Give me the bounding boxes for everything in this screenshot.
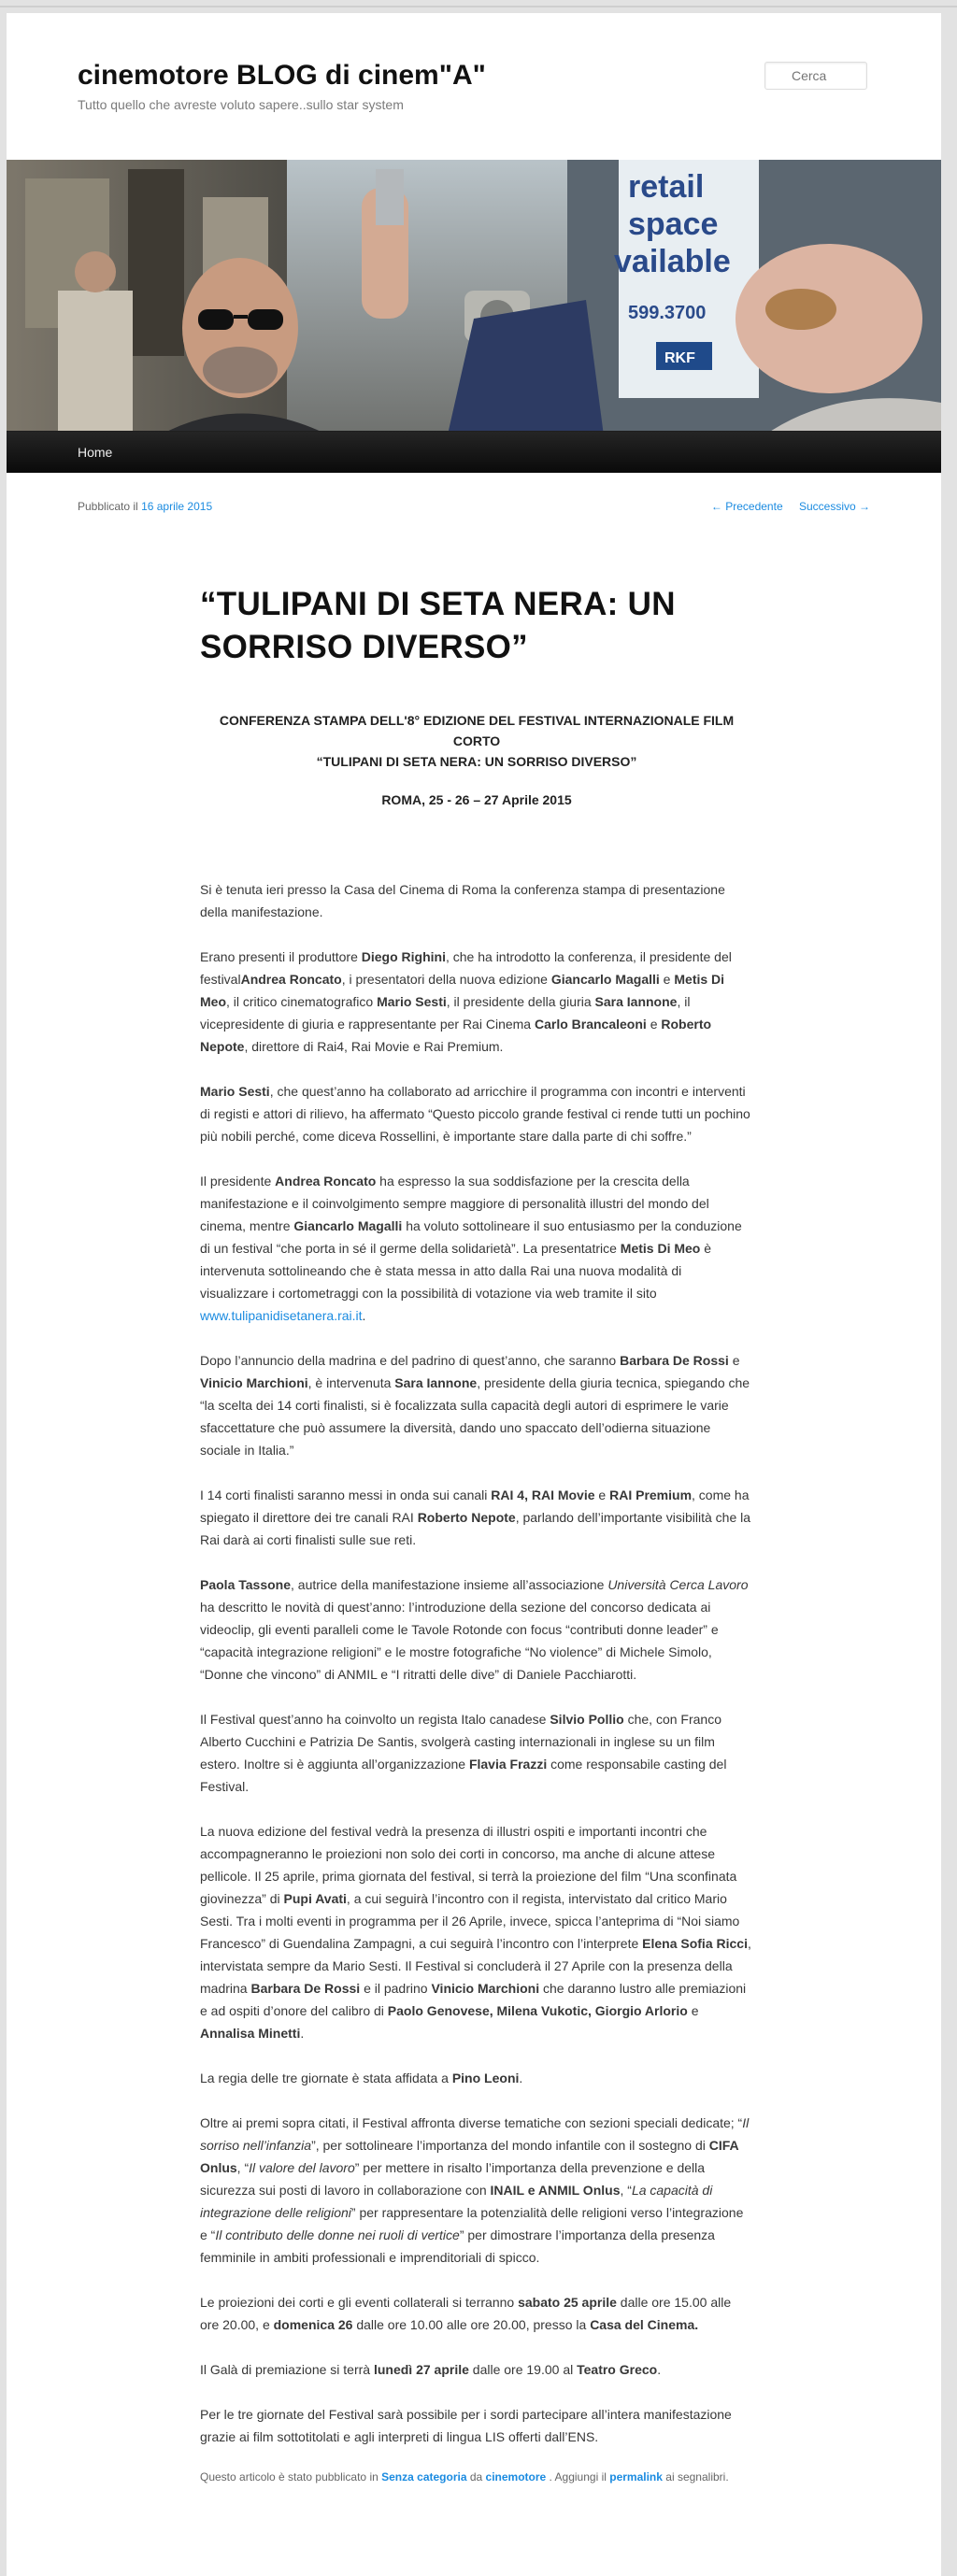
post-date-link[interactable]: 16 aprile 2015 — [141, 500, 213, 513]
text-run: e — [687, 2003, 699, 2018]
text-run: Elena Sofia Ricci — [642, 1936, 748, 1951]
dateline: ROMA, 25 - 26 – 27 Aprile 2015 — [381, 792, 572, 807]
text-run: che daranno lustro alle premiazioni e ad ospiti d’onore del calibro di — [200, 1981, 747, 2018]
paragraph — [200, 2112, 753, 2269]
text-run: Il sorriso nell’infanzia — [200, 2115, 750, 2153]
text-run: e — [728, 1353, 740, 1368]
text-run: Le proiezioni dei corti e gli eventi collaterali si terranno — [200, 2295, 519, 2310]
text-run: , parlando dell’importante visibilità che la Rai darà ai corti finalisti sulle sue reti. — [200, 1510, 751, 1547]
text-run: Annalisa Minetti — [200, 2026, 301, 2041]
text-run: Giancarlo Magalli — [550, 972, 660, 987]
text-run: ha descritto le novità di quest’anno: l’introduzione della sezione del concorso dedicata ai videoclip, gli eventi paralleli come le Tavole Rotonde con focus “contributi donne leader” e “capacità integrazione religioni” e le mostre fotografiche “No violence” di Michele Simolo, “Donne che vincono” di ANMIL e “I ritratti delle dive” di Daniele Pacchiarotti. — [200, 1600, 719, 1682]
header-image — [7, 160, 941, 443]
text-run: RAI Premium — [609, 1487, 693, 1502]
text-run: Il presidente — [200, 1174, 276, 1188]
text-run: , “ — [236, 2160, 250, 2175]
text-run: Paolo Genovese, Milena Vukotic, Giorgio Arlorio — [387, 2003, 688, 2018]
text-run: Questo articolo è stato pubblicato in — [200, 2470, 382, 2483]
text-run: lunedì 27 aprile — [373, 2362, 469, 2377]
search-input[interactable] — [764, 62, 867, 90]
header-photo — [7, 160, 941, 443]
post-meta — [78, 500, 212, 513]
text-run: Sara Iannone — [594, 994, 678, 1009]
text-run: Il Festival quest’anno ha coinvolto un regista Italo canadese — [200, 1712, 550, 1727]
paragraph: Si è tenuta ieri presso la Casa del Cinema di Roma la conferenza stampa di presentazione della manifestazione. — [200, 882, 725, 919]
text-run: , come ha spiegato il direttore dei tre canali RAI — [200, 1487, 750, 1525]
sign-text-space: space — [628, 206, 719, 242]
text-run: , il critico cinematografico — [226, 994, 378, 1009]
text-run: Carlo Brancaleoni — [534, 1017, 647, 1032]
text-run: CIFA Onlus — [200, 2138, 739, 2175]
paragraph — [200, 1484, 753, 1551]
paragraph — [200, 1708, 753, 1798]
sign-text-available: vailable — [614, 244, 731, 279]
text-run: Barbara De Rossi — [620, 1353, 729, 1368]
text-run: La regia delle tre giornate è stata affidata a — [200, 2071, 452, 2085]
text-run: RAI 4, RAI Movie — [491, 1487, 595, 1502]
text-run: ai segnalibri. — [662, 2470, 729, 2483]
text-run: Erano presenti il produttore — [200, 949, 362, 964]
text-run: , il presidente della giuria — [446, 994, 595, 1009]
text-run: Vinicio Marchioni — [431, 1981, 540, 1996]
sign-text-retail: retail — [628, 169, 705, 205]
sign-text-phone: 599.3700 — [628, 303, 707, 323]
text-run: e il padrino — [360, 1981, 432, 1996]
paragraph — [200, 2358, 753, 2381]
paragraph: Per le tre giornate del Festival sarà possibile per i sordi partecipare all’intera manifestazione grazie ai film sottotitolati e agli interpreti di lingua LIS offerti dall’ENS. — [200, 2407, 732, 2444]
text-run: e — [646, 1017, 662, 1032]
next-post-link[interactable]: Successivo → — [798, 500, 870, 513]
text-run: e — [659, 972, 675, 987]
text-run: , il vicepresidente di giuria e rappresentante per Rai Cinema — [200, 994, 691, 1032]
text-run: Mario Sesti — [200, 1084, 270, 1099]
text-run: e — [594, 1487, 610, 1502]
site-description: Tutto quello che avreste voluto sapere..sullo star system — [78, 97, 404, 112]
text-run: , che quest’anno ha collaborato ad arricchire il programma con incontri e interventi di registi e attori di rilievo, ha affermato “Questo piccolo grande festival ci rende tutti un pochino più nobili perché, come diceva Rossellini, è importante stare dalla parte di chi soffre.” — [200, 1084, 750, 1144]
text-run: domenica 26 — [273, 2317, 353, 2332]
paragraph — [200, 1080, 753, 1147]
paragraph — [200, 2067, 753, 2089]
paragraph — [200, 1349, 753, 1461]
category-link[interactable]: Senza categoria — [381, 2470, 467, 2483]
text-run: , che ha introdotto la conferenza, il presidente del festival — [200, 949, 732, 987]
text-run: come responsabile casting del Festival. — [200, 1757, 727, 1794]
text-run: ha voluto sottolineare il suo entusiasmo per la conduzione di un festival “che porta in sé il germe della solidarietà”. La presentatrice — [200, 1218, 742, 1256]
text-run: che, con Franco Alberto Cucchini e Patrizia De Santis, svolgerà casting internazionali in inglese su un film estero. Inoltre si è aggiunta all’organizzazione — [200, 1712, 721, 1772]
text-run: Il Galà di premiazione si terrà — [200, 2362, 374, 2377]
text-run: La capacità di integrazione delle religioni — [200, 2183, 713, 2220]
text-run: , è intervenuta — [307, 1375, 395, 1390]
author-link[interactable]: cinemotore — [485, 2470, 547, 2483]
text-run: INAIL e ANMIL Onlus — [490, 2183, 621, 2198]
text-run: ” per dimostrare l’importanza della presenza femminile in ambiti professionali e imprenditoriali di spicco. — [200, 2227, 715, 2265]
text-run: , a cui seguirà l’incontro con il regista, intervistato dal critico Mario Sesti. Tra i molti eventi in programma per il 26 Aprile, invece, spicca l’anteprima di “Noi siamo Francesco” di Guendalina Zampagni, a cui seguirà l’incontro con l’interprete — [200, 1891, 740, 1951]
text-run: è intervenuta sottolineando che è stata messa in atto dalla Rai una nuova modalità di visualizzare i cortometraggi con la possibilità di votazione via web tramite il sito — [200, 1241, 712, 1301]
text-run: Casa del Cinema. — [590, 2317, 699, 2332]
permalink-link[interactable]: permalink — [609, 2470, 663, 2483]
text-run: ” per mettere in risalto l’importanza della prevenzione e della sicurezza sui posti di lavoro in collaborazione con — [200, 2160, 706, 2198]
text-run: . — [300, 2026, 305, 2041]
text-run: ha espresso la sua soddisfazione per la crescita della manifestazione e il coinvolgimento sempre maggiore di personalità illustri del mondo del cinema, mentre — [200, 1174, 709, 1233]
text-run: , intervistata sempre da Mario Sesti. Il Festival si concluderà il 27 Aprile con la presenza della madrina — [200, 1936, 751, 1996]
prev-post-link[interactable]: ← Precedente — [710, 500, 783, 513]
text-run: Andrea Roncato — [240, 972, 342, 987]
entry-footer-meta — [200, 2470, 753, 2483]
text-run: Paola Tassone — [200, 1577, 292, 1592]
text-run: Roberto Nepote — [417, 1510, 516, 1525]
text-run: Università Cerca Lavoro — [607, 1577, 749, 1592]
text-run: Flavia Frazzi — [468, 1757, 548, 1772]
text-run: Teatro Greco — [577, 2362, 658, 2377]
text-run: Metis Di Meo — [620, 1241, 701, 1256]
text-run: Vinicio Marchioni — [200, 1375, 308, 1390]
text-run: . Aggiungi il — [546, 2470, 610, 2483]
text-run: Pupi Avati — [283, 1891, 347, 1906]
text-run: . — [362, 1308, 366, 1323]
browser-top-edge — [0, 0, 957, 7]
text-run: Oltre ai premi sopra citati, il Festival affronta diverse tematiche con sezioni speciali dedicate; “ — [200, 2115, 743, 2130]
text-run: . — [519, 2071, 523, 2085]
text-run: , direttore di Rai4, Rai Movie e Rai Premium. — [244, 1039, 504, 1054]
paragraph — [200, 946, 753, 1058]
text-run: , autrice della manifestazione insieme all’associazione — [291, 1577, 608, 1592]
text-run: , i presentatori della nuova edizione — [341, 972, 551, 987]
posted-prefix: Pubblicato il — [78, 500, 138, 513]
text-run: . — [657, 2362, 662, 2377]
site-title[interactable]: cinemotore BLOG di cinem"A" — [78, 60, 486, 91]
text-run: Pino Leoni — [451, 2071, 520, 2085]
conference-line-1: CONFERENZA STAMPA DELL'8° EDIZIONE DEL FESTIVAL INTERNAZIONALE FILM CORTO — [219, 713, 735, 748]
text-run: Dopo l’annuncio della madrina e del padrino di quest’anno, che saranno — [200, 1353, 621, 1368]
text-run: I 14 corti finalisti saranno messi in onda sui canali — [200, 1487, 492, 1502]
text-run: Il valore del lavoro — [249, 2160, 355, 2175]
text-run: dalle ore 19.00 al — [468, 2362, 578, 2377]
paragraph — [200, 1573, 753, 1686]
text-run: Mario Sesti — [377, 994, 447, 1009]
paragraph — [200, 2291, 753, 2336]
text-run: La nuova edizione del festival vedrà la presenza di illustri ospiti e importanti incontri che accompagneranno le proiezioni non solo dei corti in concorso, ma anche di alcune attese pellicole. Il 25 aprile, prima giornata del festival, si terrà la proiezione del film “Una sconfinata giovinezza” di — [200, 1824, 737, 1906]
text-run: ”, per sottolineare l’importanza del mondo infantile con il sostegno di — [311, 2138, 709, 2153]
text-run: da — [466, 2470, 486, 2483]
post-navigation — [698, 500, 870, 513]
text-run: Barbara De Rossi — [250, 1981, 361, 1996]
text-run: dalle ore 10.00 alle ore 20.00, presso la — [352, 2317, 591, 2332]
text-run: Metis Di Meo — [200, 972, 725, 1009]
sign-logo-rkf: RKF — [664, 350, 695, 366]
text-run: Silvio Pollio — [550, 1712, 624, 1727]
text-run: , “ — [620, 2183, 632, 2198]
text-run: Andrea Roncato — [275, 1174, 377, 1188]
text-run: Roberto Nepote — [200, 1017, 712, 1054]
text-run: Diego Righini — [361, 949, 446, 964]
page-container — [7, 13, 941, 2576]
text-run: Giancarlo Magalli — [293, 1218, 403, 1233]
article-body — [200, 878, 753, 2448]
main-navigation — [7, 432, 941, 473]
paragraph — [200, 1170, 753, 1327]
text-run: ” per rappresentare la potenzialità delle religioni verso l’integrazione e “ — [200, 2205, 744, 2242]
text-run: , presidente della giuria tecnica, spiegando che “la scelta dei 14 corti finalisti, si è focalizzata sulla capacità degli autori di esprimere le varie sfaccettature che può assumere la diversità, dando uno spaccato dell’odierna situazione sociale in Italia.” — [200, 1375, 750, 1458]
press-conference-header — [200, 710, 753, 772]
festival-site-link[interactable]: www.tulipanidisetanera.rai.it — [200, 1308, 363, 1323]
text-run: Sara Iannone — [394, 1375, 478, 1390]
conference-line-2: “TULIPANI DI SETA NERA: UN SORRISO DIVERSO” — [316, 754, 637, 769]
paragraph — [200, 1820, 753, 2044]
post-title: “TULIPANI DI SETA NERA: UN SORRISO DIVERSO” — [200, 586, 676, 665]
text-run: dalle ore 15.00 alle ore 20.00, e — [200, 2295, 732, 2332]
entry-content — [200, 583, 753, 2483]
text-run: Il contributo delle donne nei ruoli di vertice — [215, 2227, 460, 2242]
text-run: sabato 25 aprile — [518, 2295, 617, 2310]
nav-home-link[interactable]: Home — [78, 445, 113, 460]
